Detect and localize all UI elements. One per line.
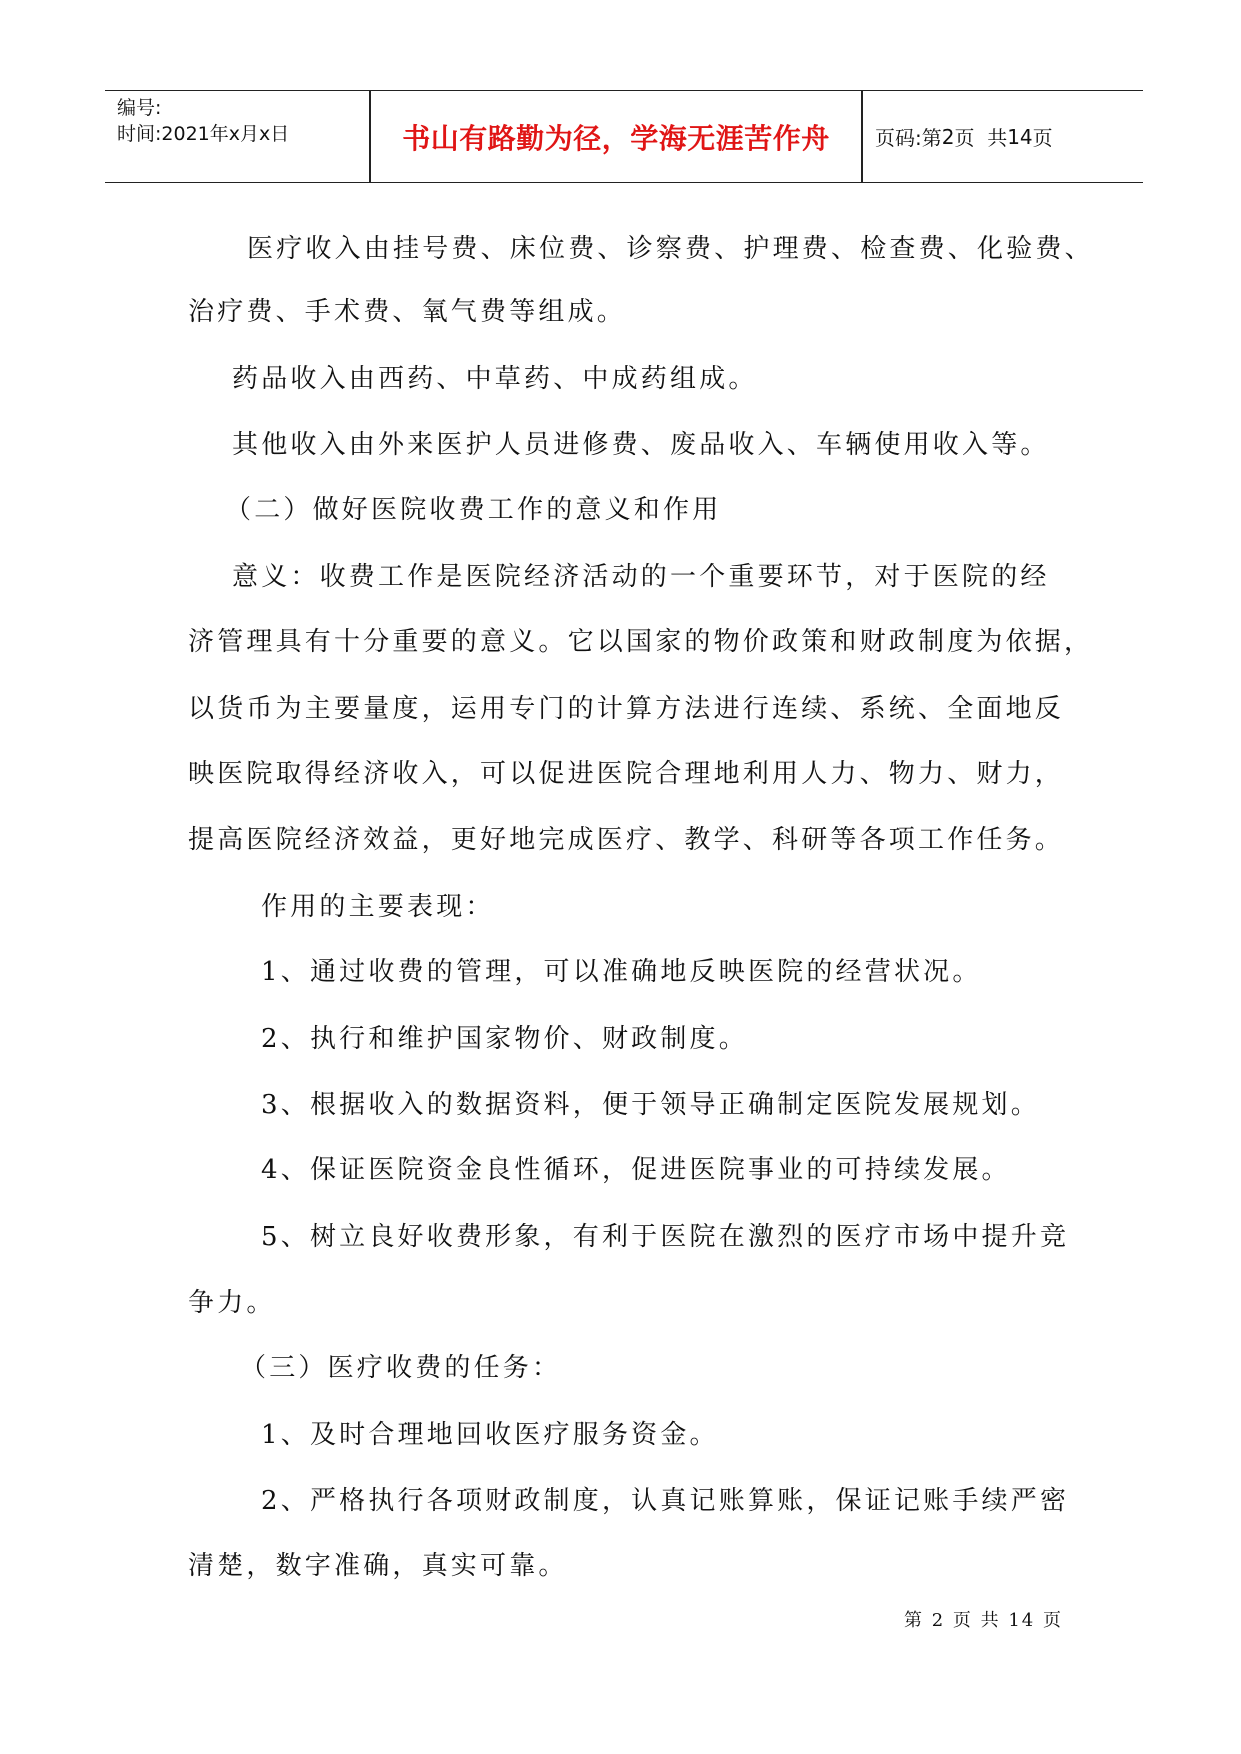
paragraph-line: 意义：收费工作是医院经济活动的一个重要环节，对于医院的经: [232, 562, 1050, 592]
page-number: 2: [941, 124, 955, 149]
page-footer: 第 2 页 共 14 页: [904, 1610, 1063, 1631]
paragraph-line: 清楚，数字准确，真实可靠。: [188, 1551, 568, 1581]
page-header: [105, 90, 1143, 183]
paragraph-line: 映医院取得经济收入，可以促进医院合理地利用人力、物力、财力，: [188, 759, 1065, 789]
list-item: 2、严格执行各项财政制度，认真记账算账，保证记账手续严密: [261, 1486, 1070, 1516]
list-item: 4、保证医院资金良性循环，促进医院事业的可持续发展。: [261, 1155, 1011, 1185]
header-divider: [861, 91, 863, 182]
page-total: 14: [1007, 124, 1033, 149]
document-number-label: 编号:: [117, 97, 162, 119]
paragraph-line: 药品收入由西药、中草药、中成药组成。: [232, 364, 758, 394]
header-page-indicator: [875, 91, 1053, 182]
header-meta: [117, 91, 367, 182]
paragraph-line: 以货币为主要量度，运用专门的计算方法进行连续、系统、全面地反: [188, 694, 1065, 724]
paragraph-line: 济管理具有十分重要的意义。它以国家的物价政策和财政制度为依据，: [188, 627, 1094, 657]
section-heading: （二）做好医院收费工作的意义和作用: [225, 495, 722, 525]
header-motto: 书山有路勤为径，学海无涯苦作舟: [402, 121, 830, 155]
paragraph-line: 争力。: [188, 1288, 276, 1318]
list-item: 5、树立良好收费形象，有利于医院在激烈的医疗市场中提升竞: [261, 1222, 1070, 1252]
list-item: 3、根据收入的数据资料，便于领导正确制定医院发展规划。: [261, 1090, 1040, 1120]
document-time-label: 时间:2021年x月x日: [117, 123, 290, 145]
page-prefix: 页码:第: [875, 126, 942, 150]
paragraph-line: 作用的主要表现：: [261, 892, 495, 922]
page-middle: 页 共: [954, 126, 1008, 150]
paragraph-line: 治疗费、手术费、氧气费等组成。: [188, 297, 627, 327]
list-item: 1、及时合理地回收医疗服务资金。: [261, 1420, 719, 1450]
paragraph-line: 其他收入由外来医护人员进修费、废品收入、车辆使用收入等。: [232, 430, 1050, 460]
paragraph-line: 医疗收入由挂号费、床位费、诊察费、护理费、检查费、化验费、: [247, 234, 1094, 264]
list-item: 2、执行和维护国家物价、财政制度。: [261, 1024, 748, 1054]
paragraph-line: 提高医院经济效益，更好地完成医疗、教学、科研等各项工作任务。: [188, 825, 1065, 855]
list-item: 1、通过收费的管理，可以准确地反映医院的经营状况。: [261, 957, 982, 987]
page-suffix: 页: [1032, 126, 1053, 150]
section-heading: （三）医疗收费的任务：: [240, 1353, 562, 1383]
